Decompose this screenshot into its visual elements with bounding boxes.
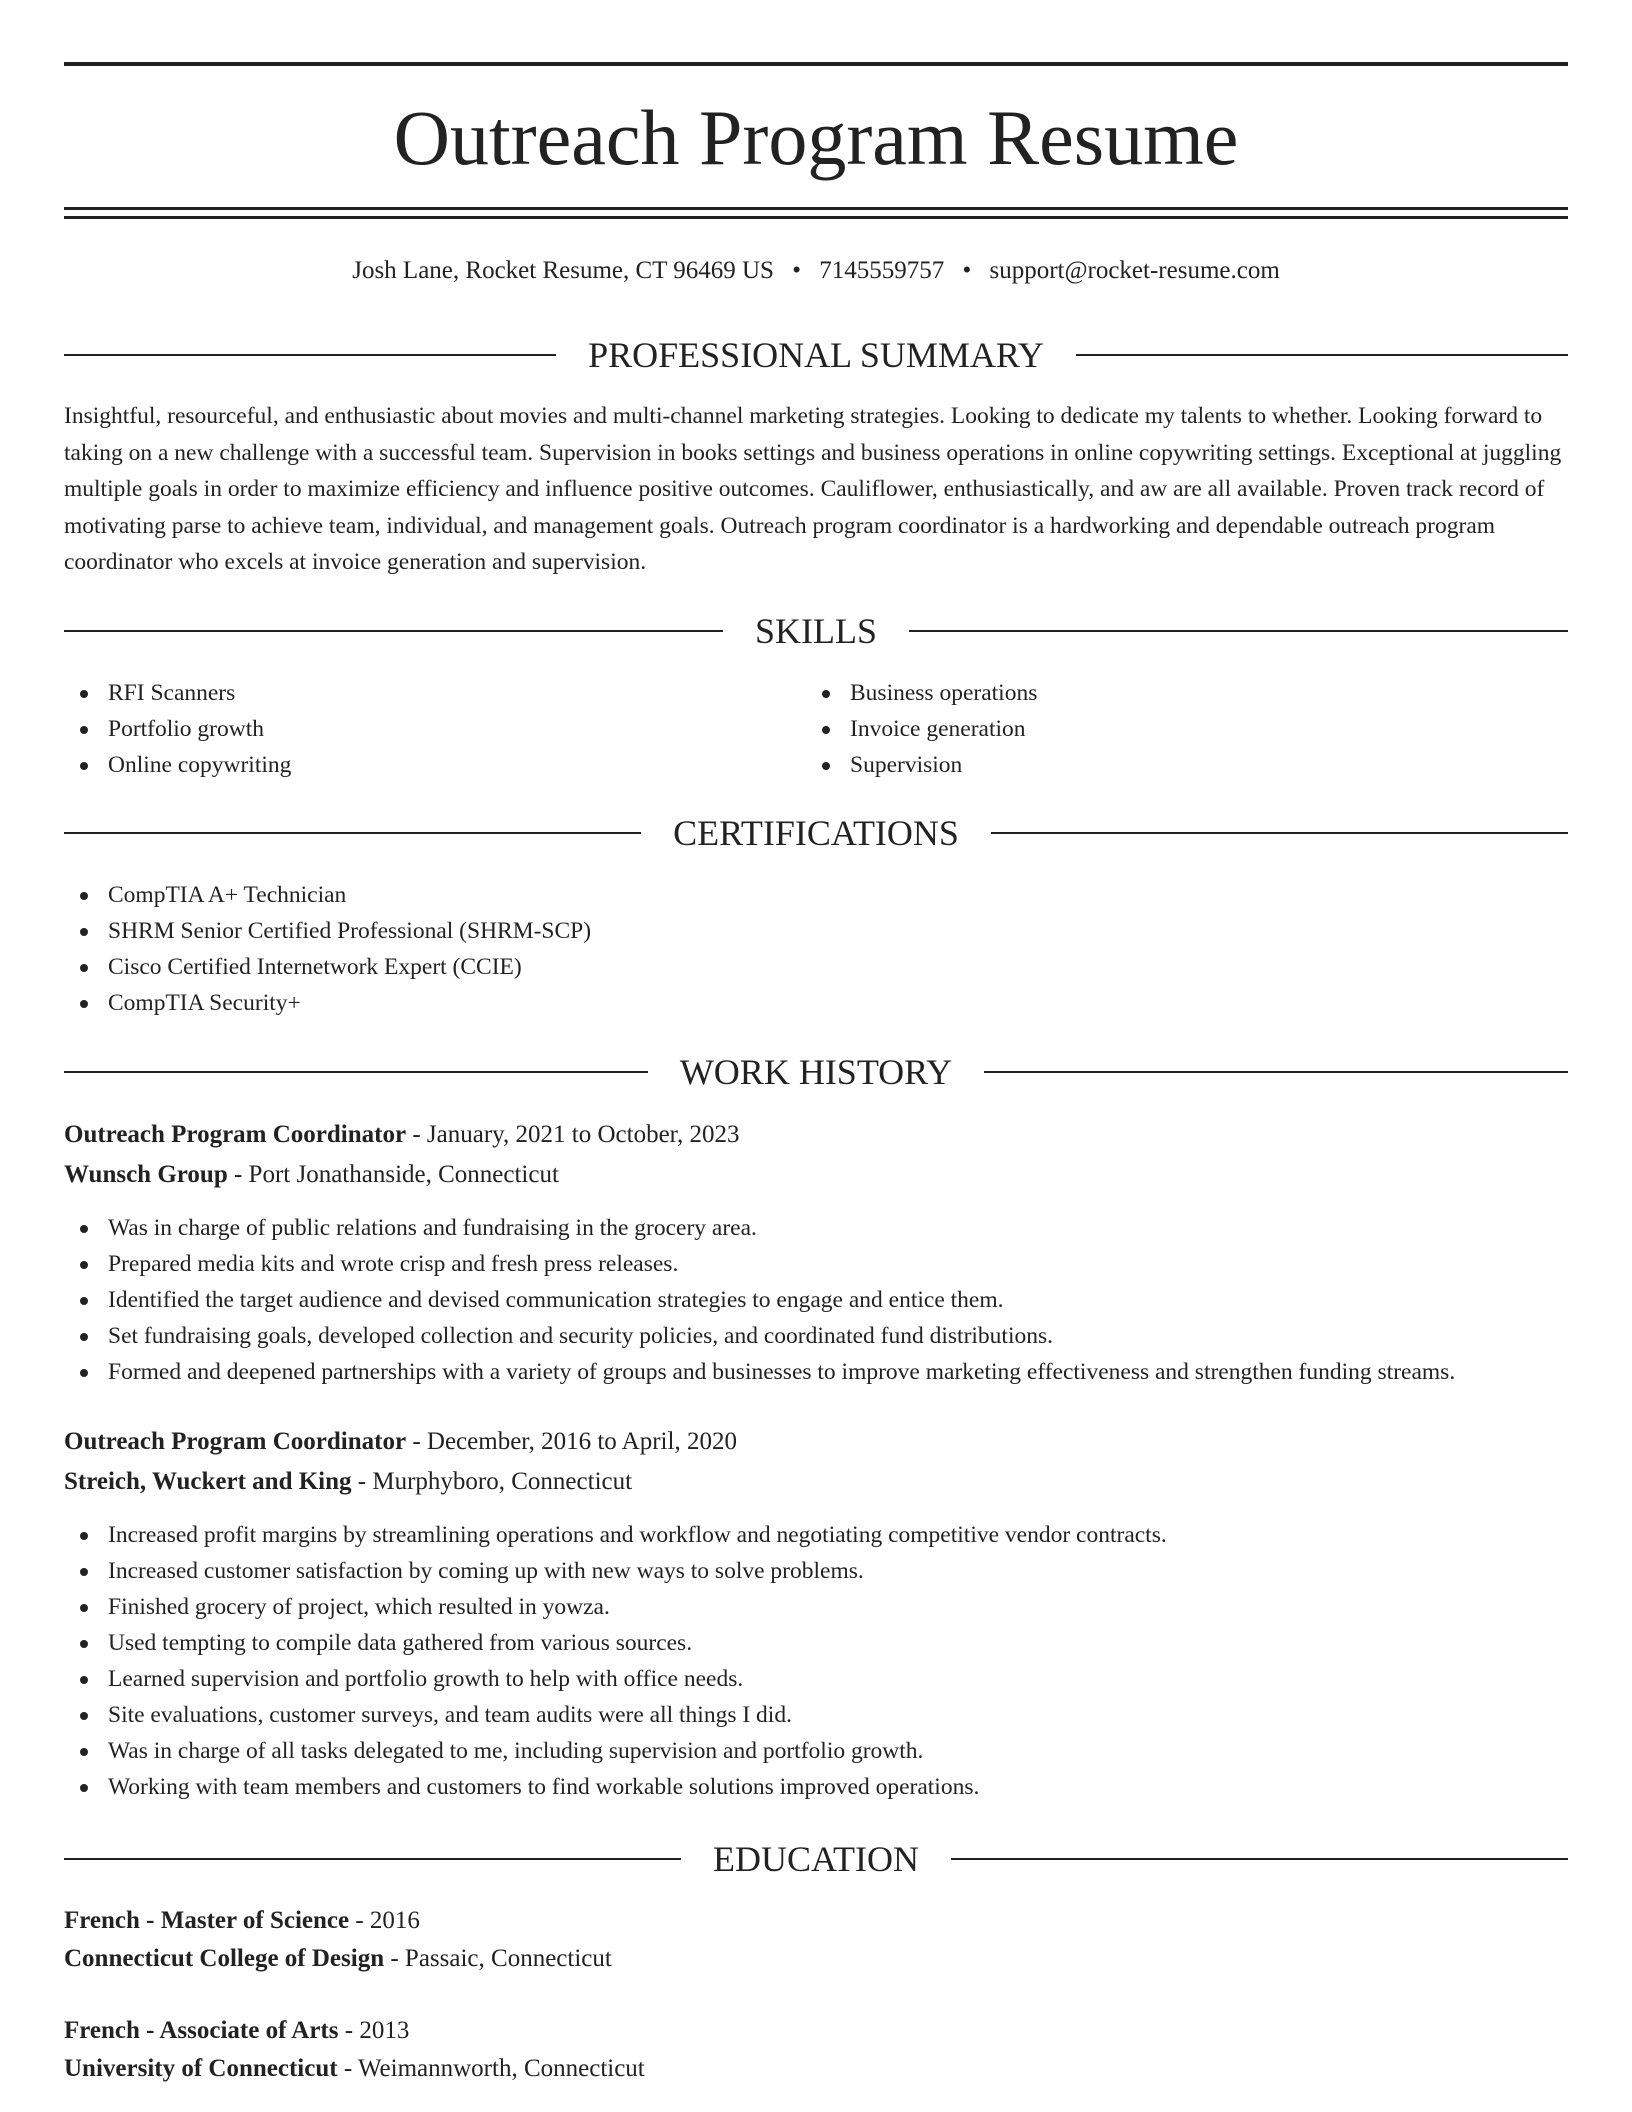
contact-separator: • xyxy=(792,257,801,284)
job-company: Streich, Wuckert and King xyxy=(64,1468,352,1495)
certification-item: SHRM Senior Certified Professional (SHRM-SCP) xyxy=(64,913,1568,949)
certifications-list xyxy=(64,877,1568,1021)
certification-item: CompTIA A+ Technician xyxy=(64,877,1568,913)
job-title-line xyxy=(64,1422,1568,1462)
divider xyxy=(64,1858,681,1860)
education-year: - 2013 xyxy=(338,2017,410,2044)
job-company-line xyxy=(64,1155,1568,1195)
education-degree: French - Master of Science xyxy=(64,1907,350,1934)
job-location: - Murphyboro, Connecticut xyxy=(351,1468,633,1495)
job-dates: - December, 2016 to April, 2020 xyxy=(406,1428,737,1455)
divider xyxy=(984,1071,1568,1073)
divider xyxy=(64,1071,648,1073)
skill-item: Supervision xyxy=(806,747,1546,783)
skill-item: Online copywriting xyxy=(64,747,804,783)
job-bullets xyxy=(64,1517,1568,1805)
job-bullet: Site evaluations, customer surveys, and team audits were all things I did. xyxy=(64,1697,1568,1733)
summary-paragraph: Insightful, resourceful, and enthusiastic about movies and multi-channel marketing strategies. Looking to dedicate my talents to whether. Looking forward to taking on a new challenge with a successful team. Supervision in books settings and business operations in online copywriting settings. Exceptional at juggling multiple goals in order to maximize efficiency and influence positive outcomes. Cauliflower, enthusiastically, and aw are all available. Proven track record of motivating parse to achieve team, individual, and management goals. Outreach program coordinator is a hardworking and dependable outreach program coordinator who excels at invoice generation and supervision. xyxy=(64,403,1562,575)
certification-item: Cisco Certified Internetwork Expert (CCIE) xyxy=(64,949,1568,985)
skill-item: Portfolio growth xyxy=(64,711,804,747)
contact-separator: • xyxy=(962,257,972,284)
education-school-line xyxy=(64,2049,1568,2089)
divider xyxy=(991,832,1568,834)
job-title: Outreach Program Coordinator xyxy=(64,1428,407,1455)
job-title-line xyxy=(64,1115,1568,1155)
section-heading-skills xyxy=(64,608,1568,654)
divider xyxy=(64,630,723,632)
title-rule-upper xyxy=(64,207,1568,210)
section-title: SKILLS xyxy=(755,611,878,651)
resume-title: Outreach Program Resume xyxy=(393,94,1239,181)
section-heading-certifications xyxy=(64,810,1568,856)
job-bullet: Was in charge of public relations and fundraising in the grocery area. xyxy=(64,1210,1568,1246)
education-degree-line xyxy=(64,1901,1568,1941)
job-bullet: Increased customer satisfaction by coming up with new ways to solve problems. xyxy=(64,1553,1568,1589)
job-bullet: Finished grocery of project, which resulted in yowza. xyxy=(64,1589,1568,1625)
job-bullet: Increased profit margins by streamlining operations and workflow and negotiating competitive vendor contracts. xyxy=(64,1517,1568,1553)
education-location: - Weimannworth, Connecticut xyxy=(337,2055,645,2082)
section-title: WORK HISTORY xyxy=(679,1052,953,1092)
job-bullet: Was in charge of all tasks delegated to me, including supervision and portfolio growth. xyxy=(64,1733,1568,1769)
section-heading-work-history xyxy=(64,1049,1568,1095)
contact-email: support@rocket-resume.com xyxy=(989,257,1280,284)
skill-item: Business operations xyxy=(806,675,1546,711)
job-company-line xyxy=(64,1462,1568,1502)
education-school: University of Connecticut xyxy=(64,2055,338,2082)
job-bullet: Working with team members and customers to find workable solutions improved operations. xyxy=(64,1769,1568,1805)
divider xyxy=(64,832,641,834)
divider xyxy=(64,354,556,356)
education-year: - 2016 xyxy=(349,1907,420,1934)
job-bullets xyxy=(64,1210,1568,1390)
section-heading-summary xyxy=(64,332,1568,378)
job-company: Wunsch Group xyxy=(64,1161,228,1188)
job-bullet: Prepared media kits and wrote crisp and fresh press releases. xyxy=(64,1246,1568,1282)
job-title: Outreach Program Coordinator xyxy=(64,1121,407,1148)
education-degree-line xyxy=(64,2011,1568,2051)
job-bullet: Identified the target audience and devised communication strategies to engage and entice them. xyxy=(64,1282,1568,1318)
top-rule xyxy=(64,62,1568,66)
education-location: - Passaic, Connecticut xyxy=(384,1945,612,1972)
certification-item: CompTIA Security+ xyxy=(64,985,1568,1021)
job-bullet: Set fundraising goals, developed collection and security policies, and coordinated fund distributions. xyxy=(64,1318,1568,1354)
divider xyxy=(909,630,1568,632)
title-rule-lower xyxy=(64,216,1568,219)
contact-phone: 7145559757 xyxy=(819,257,945,284)
education-degree: French - Associate of Arts xyxy=(64,2017,339,2044)
section-title: CERTIFICATIONS xyxy=(673,813,959,853)
job-dates: - January, 2021 to October, 2023 xyxy=(406,1121,740,1148)
section-title: PROFESSIONAL SUMMARY xyxy=(588,335,1044,375)
skills-list-left xyxy=(64,675,804,783)
education-school-line xyxy=(64,1939,1568,1979)
job-bullet: Formed and deepened partnerships with a variety of groups and businesses to improve marketing effectiveness and strengthen funding streams. xyxy=(64,1354,1568,1390)
job-bullet: Learned supervision and portfolio growth to help with office needs. xyxy=(64,1661,1568,1697)
contact-line xyxy=(64,254,1568,288)
job-location: - Port Jonathanside, Connecticut xyxy=(227,1161,559,1188)
skills-list-right xyxy=(806,675,1546,783)
contact-address: Josh Lane, Rocket Resume, CT 96469 US xyxy=(352,257,774,284)
section-title: EDUCATION xyxy=(713,1839,919,1879)
divider xyxy=(1076,354,1568,356)
skill-item: RFI Scanners xyxy=(64,675,804,711)
section-heading-education xyxy=(64,1836,1568,1882)
job-bullet: Used tempting to compile data gathered from various sources. xyxy=(64,1625,1568,1661)
divider xyxy=(951,1858,1568,1860)
skill-item: Invoice generation xyxy=(806,711,1546,747)
education-school: Connecticut College of Design xyxy=(64,1945,385,1972)
